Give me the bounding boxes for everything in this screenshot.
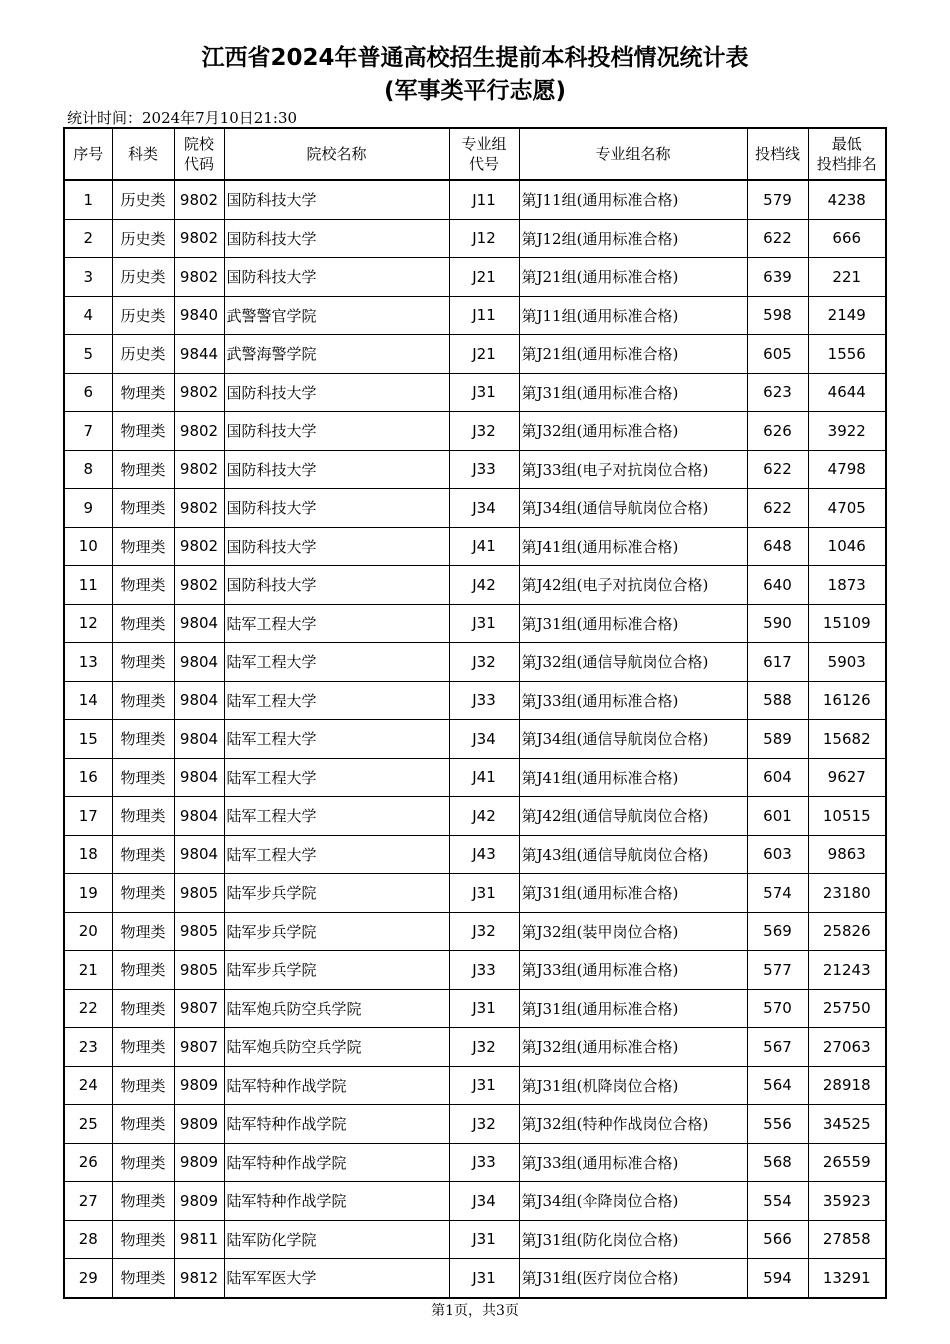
cell-school-code: 9807 xyxy=(174,1028,224,1067)
cell-group-code: J21 xyxy=(449,258,519,297)
cell-group-code: J32 xyxy=(449,1028,519,1067)
cell-school-name: 陆军工程大学 xyxy=(224,681,449,720)
cell-school-name: 陆军工程大学 xyxy=(224,604,449,643)
cell-seq: 5 xyxy=(64,335,112,374)
cell-school-name: 陆军炮兵防空兵学院 xyxy=(224,989,449,1028)
cell-group-code: J34 xyxy=(449,1182,519,1221)
table-row xyxy=(64,1220,886,1259)
cell-seq: 29 xyxy=(64,1259,112,1298)
cell-group-code: J42 xyxy=(449,797,519,836)
cell-category: 物理类 xyxy=(112,1259,174,1298)
cell-school-name: 国防科技大学 xyxy=(224,450,449,489)
cell-category: 物理类 xyxy=(112,912,174,951)
cell-seq: 15 xyxy=(64,720,112,759)
cell-rank: 5903 xyxy=(808,643,886,682)
cell-score: 604 xyxy=(747,758,808,797)
cell-group-code: J32 xyxy=(449,643,519,682)
cell-school-name: 陆军工程大学 xyxy=(224,643,449,682)
cell-score: 564 xyxy=(747,1066,808,1105)
cell-group-name: 第J32组(装甲岗位合格) xyxy=(519,912,747,951)
cell-rank: 34525 xyxy=(808,1105,886,1144)
cell-score: 569 xyxy=(747,912,808,951)
cell-rank: 26559 xyxy=(808,1143,886,1182)
cell-school-name: 陆军工程大学 xyxy=(224,835,449,874)
cell-group-name: 第J43组(通信导航岗位合格) xyxy=(519,835,747,874)
header-seq: 序号 xyxy=(64,128,112,180)
header-group-code: 专业组 代号 xyxy=(449,128,519,180)
cell-group-name: 第J32组(特种作战岗位合格) xyxy=(519,1105,747,1144)
cell-school-name: 陆军特种作战学院 xyxy=(224,1066,449,1105)
cell-group-name: 第J33组(通用标准合格) xyxy=(519,951,747,990)
cell-seq: 28 xyxy=(64,1220,112,1259)
cell-category: 历史类 xyxy=(112,296,174,335)
cell-score: 594 xyxy=(747,1259,808,1298)
cell-group-name: 第J41组(通用标准合格) xyxy=(519,527,747,566)
cell-rank: 4644 xyxy=(808,373,886,412)
cell-group-name: 第J34组(伞降岗位合格) xyxy=(519,1182,747,1221)
cell-group-code: J33 xyxy=(449,951,519,990)
cell-school-name: 国防科技大学 xyxy=(224,527,449,566)
cell-category: 物理类 xyxy=(112,1066,174,1105)
cell-group-code: J31 xyxy=(449,373,519,412)
cell-group-name: 第J42组(电子对抗岗位合格) xyxy=(519,566,747,605)
cell-group-name: 第J33组(通用标准合格) xyxy=(519,681,747,720)
cell-score: 554 xyxy=(747,1182,808,1221)
cell-seq: 18 xyxy=(64,835,112,874)
cell-school-name: 武警警官学院 xyxy=(224,296,449,335)
cell-school-name: 陆军工程大学 xyxy=(224,758,449,797)
cell-group-code: J34 xyxy=(449,720,519,759)
cell-school-name: 国防科技大学 xyxy=(224,219,449,258)
cell-school-code: 9802 xyxy=(174,258,224,297)
table-row xyxy=(64,489,886,528)
cell-group-name: 第J33组(电子对抗岗位合格) xyxy=(519,450,747,489)
cell-group-name: 第J41组(通用标准合格) xyxy=(519,758,747,797)
cell-category: 物理类 xyxy=(112,566,174,605)
header-category: 科类 xyxy=(112,128,174,180)
cell-seq: 13 xyxy=(64,643,112,682)
cell-school-code: 9802 xyxy=(174,373,224,412)
table-row xyxy=(64,335,886,374)
cell-group-code: J31 xyxy=(449,1066,519,1105)
cell-category: 历史类 xyxy=(112,219,174,258)
cell-category: 物理类 xyxy=(112,450,174,489)
cell-seq: 27 xyxy=(64,1182,112,1221)
cell-group-code: J31 xyxy=(449,604,519,643)
cell-score: 588 xyxy=(747,681,808,720)
cell-rank: 25826 xyxy=(808,912,886,951)
cell-rank: 2149 xyxy=(808,296,886,335)
stat-time: 统计时间：2024年7月10日21:30 xyxy=(67,109,298,127)
cell-category: 物理类 xyxy=(112,412,174,451)
cell-score: 598 xyxy=(747,296,808,335)
table-row xyxy=(64,758,886,797)
cell-school-name: 陆军步兵学院 xyxy=(224,874,449,913)
cell-seq: 19 xyxy=(64,874,112,913)
cell-score: 556 xyxy=(747,1105,808,1144)
cell-seq: 8 xyxy=(64,450,112,489)
cell-group-code: J11 xyxy=(449,296,519,335)
cell-category: 物理类 xyxy=(112,373,174,412)
cell-school-code: 9809 xyxy=(174,1066,224,1105)
cell-seq: 26 xyxy=(64,1143,112,1182)
cell-score: 568 xyxy=(747,1143,808,1182)
table-row xyxy=(64,180,886,219)
cell-rank: 4798 xyxy=(808,450,886,489)
cell-school-code: 9805 xyxy=(174,951,224,990)
cell-seq: 2 xyxy=(64,219,112,258)
table-row xyxy=(64,258,886,297)
cell-score: 622 xyxy=(747,489,808,528)
cell-rank: 28918 xyxy=(808,1066,886,1105)
table-row xyxy=(64,681,886,720)
cell-category: 物理类 xyxy=(112,797,174,836)
cell-rank: 21243 xyxy=(808,951,886,990)
cell-rank: 1873 xyxy=(808,566,886,605)
cell-school-name: 陆军炮兵防空兵学院 xyxy=(224,1028,449,1067)
cell-group-name: 第J32组(通信导航岗位合格) xyxy=(519,643,747,682)
cell-rank: 3922 xyxy=(808,412,886,451)
cell-school-code: 9804 xyxy=(174,643,224,682)
cell-group-name: 第J21组(通用标准合格) xyxy=(519,258,747,297)
cell-school-name: 陆军工程大学 xyxy=(224,797,449,836)
table-row xyxy=(64,835,886,874)
cell-school-code: 9809 xyxy=(174,1143,224,1182)
cell-seq: 14 xyxy=(64,681,112,720)
cell-seq: 3 xyxy=(64,258,112,297)
table-row xyxy=(64,604,886,643)
cell-school-name: 陆军特种作战学院 xyxy=(224,1143,449,1182)
cell-seq: 11 xyxy=(64,566,112,605)
cell-group-name: 第J21组(通用标准合格) xyxy=(519,335,747,374)
cell-school-code: 9805 xyxy=(174,874,224,913)
cell-rank: 23180 xyxy=(808,874,886,913)
cell-rank: 1046 xyxy=(808,527,886,566)
cell-rank: 9627 xyxy=(808,758,886,797)
cell-group-code: J11 xyxy=(449,180,519,219)
cell-school-code: 9804 xyxy=(174,720,224,759)
cell-school-code: 9804 xyxy=(174,835,224,874)
table-row xyxy=(64,1182,886,1221)
table-row xyxy=(64,373,886,412)
table-row xyxy=(64,219,886,258)
cell-group-code: J43 xyxy=(449,835,519,874)
cell-seq: 20 xyxy=(64,912,112,951)
cell-category: 物理类 xyxy=(112,1105,174,1144)
cell-seq: 6 xyxy=(64,373,112,412)
cell-category: 物理类 xyxy=(112,1028,174,1067)
cell-group-code: J32 xyxy=(449,912,519,951)
page-title: 江西省2024年普通高校招生提前本科投档情况统计表 xyxy=(201,45,749,71)
header-school-name: 院校名称 xyxy=(224,128,449,180)
table-row xyxy=(64,566,886,605)
cell-seq: 17 xyxy=(64,797,112,836)
cell-group-code: J33 xyxy=(449,681,519,720)
table-body xyxy=(64,180,886,1298)
cell-score: 617 xyxy=(747,643,808,682)
cell-seq: 25 xyxy=(64,1105,112,1144)
table-row xyxy=(64,1143,886,1182)
cell-school-code: 9804 xyxy=(174,797,224,836)
cell-seq: 9 xyxy=(64,489,112,528)
table-row xyxy=(64,989,886,1028)
cell-rank: 1556 xyxy=(808,335,886,374)
cell-school-name: 陆军防化学院 xyxy=(224,1220,449,1259)
cell-category: 物理类 xyxy=(112,489,174,528)
cell-seq: 10 xyxy=(64,527,112,566)
cell-group-code: J32 xyxy=(449,412,519,451)
cell-category: 物理类 xyxy=(112,527,174,566)
cell-school-code: 9802 xyxy=(174,489,224,528)
cell-rank: 10515 xyxy=(808,797,886,836)
cell-school-name: 陆军步兵学院 xyxy=(224,951,449,990)
cell-score: 570 xyxy=(747,989,808,1028)
cell-rank: 15682 xyxy=(808,720,886,759)
cell-group-name: 第J31组(通用标准合格) xyxy=(519,989,747,1028)
cell-rank: 666 xyxy=(808,219,886,258)
cell-school-code: 9811 xyxy=(174,1220,224,1259)
cell-school-code: 9802 xyxy=(174,180,224,219)
cell-score: 566 xyxy=(747,1220,808,1259)
cell-school-code: 9844 xyxy=(174,335,224,374)
cell-seq: 4 xyxy=(64,296,112,335)
table-row xyxy=(64,912,886,951)
cell-school-code: 9804 xyxy=(174,604,224,643)
cell-group-code: J12 xyxy=(449,219,519,258)
cell-school-name: 国防科技大学 xyxy=(224,566,449,605)
cell-score: 579 xyxy=(747,180,808,219)
cell-seq: 12 xyxy=(64,604,112,643)
cell-score: 605 xyxy=(747,335,808,374)
cell-group-name: 第J31组(通用标准合格) xyxy=(519,874,747,913)
cell-group-name: 第J34组(通信导航岗位合格) xyxy=(519,489,747,528)
cell-rank: 35923 xyxy=(808,1182,886,1221)
cell-rank: 221 xyxy=(808,258,886,297)
cell-group-name: 第J11组(通用标准合格) xyxy=(519,296,747,335)
cell-category: 物理类 xyxy=(112,1220,174,1259)
cell-group-code: J41 xyxy=(449,758,519,797)
cell-rank: 15109 xyxy=(808,604,886,643)
cell-school-code: 9802 xyxy=(174,450,224,489)
cell-school-code: 9809 xyxy=(174,1105,224,1144)
cell-school-name: 国防科技大学 xyxy=(224,412,449,451)
cell-rank: 4238 xyxy=(808,180,886,219)
table-row xyxy=(64,527,886,566)
table-row xyxy=(64,1028,886,1067)
cell-group-name: 第J31组(机降岗位合格) xyxy=(519,1066,747,1105)
header-group-name: 专业组名称 xyxy=(519,128,747,180)
cell-seq: 23 xyxy=(64,1028,112,1067)
table-header-row xyxy=(64,128,886,180)
cell-group-name: 第J33组(通用标准合格) xyxy=(519,1143,747,1182)
cell-school-name: 陆军军医大学 xyxy=(224,1259,449,1298)
cell-score: 589 xyxy=(747,720,808,759)
cell-group-code: J31 xyxy=(449,874,519,913)
cell-score: 626 xyxy=(747,412,808,451)
table-row xyxy=(64,450,886,489)
cell-category: 物理类 xyxy=(112,604,174,643)
header-school-code: 院校 代码 xyxy=(174,128,224,180)
header-score: 投档线 xyxy=(747,128,808,180)
cell-group-code: J41 xyxy=(449,527,519,566)
cell-category: 物理类 xyxy=(112,989,174,1028)
admission-table xyxy=(63,127,887,1299)
cell-category: 物理类 xyxy=(112,874,174,913)
cell-school-name: 武警海警学院 xyxy=(224,335,449,374)
table-row xyxy=(64,797,886,836)
cell-group-code: J34 xyxy=(449,489,519,528)
cell-score: 622 xyxy=(747,219,808,258)
cell-school-code: 9802 xyxy=(174,412,224,451)
page-subtitle: (军事类平行志愿) xyxy=(383,78,567,104)
cell-group-code: J21 xyxy=(449,335,519,374)
cell-seq: 7 xyxy=(64,412,112,451)
cell-school-name: 国防科技大学 xyxy=(224,258,449,297)
cell-rank: 16126 xyxy=(808,681,886,720)
cell-group-name: 第J12组(通用标准合格) xyxy=(519,219,747,258)
cell-school-code: 9809 xyxy=(174,1182,224,1221)
table-row xyxy=(64,720,886,759)
cell-group-code: J32 xyxy=(449,1105,519,1144)
cell-school-code: 9802 xyxy=(174,566,224,605)
cell-score: 639 xyxy=(747,258,808,297)
cell-group-name: 第J32组(通用标准合格) xyxy=(519,1028,747,1067)
cell-category: 物理类 xyxy=(112,835,174,874)
cell-group-name: 第J31组(通用标准合格) xyxy=(519,373,747,412)
cell-group-name: 第J31组(防化岗位合格) xyxy=(519,1220,747,1259)
cell-rank: 27858 xyxy=(808,1220,886,1259)
cell-score: 623 xyxy=(747,373,808,412)
table-row xyxy=(64,1066,886,1105)
cell-group-name: 第J42组(通信导航岗位合格) xyxy=(519,797,747,836)
cell-seq: 22 xyxy=(64,989,112,1028)
cell-school-name: 陆军特种作战学院 xyxy=(224,1105,449,1144)
page-footer: 第1页，共3页 xyxy=(431,1303,519,1319)
cell-group-code: J31 xyxy=(449,1220,519,1259)
cell-score: 603 xyxy=(747,835,808,874)
table-row xyxy=(64,951,886,990)
cell-seq: 1 xyxy=(64,180,112,219)
cell-seq: 16 xyxy=(64,758,112,797)
cell-rank: 4705 xyxy=(808,489,886,528)
table-row xyxy=(64,412,886,451)
header-rank: 最低 投档排名 xyxy=(808,128,886,180)
cell-score: 640 xyxy=(747,566,808,605)
cell-school-code: 9804 xyxy=(174,681,224,720)
cell-group-code: J33 xyxy=(449,1143,519,1182)
cell-school-code: 9812 xyxy=(174,1259,224,1298)
cell-school-code: 9804 xyxy=(174,758,224,797)
cell-score: 577 xyxy=(747,951,808,990)
cell-school-name: 国防科技大学 xyxy=(224,373,449,412)
cell-school-name: 国防科技大学 xyxy=(224,489,449,528)
cell-school-code: 9802 xyxy=(174,219,224,258)
cell-score: 622 xyxy=(747,450,808,489)
cell-school-code: 9802 xyxy=(174,527,224,566)
cell-group-name: 第J11组(通用标准合格) xyxy=(519,180,747,219)
cell-school-code: 9807 xyxy=(174,989,224,1028)
cell-seq: 24 xyxy=(64,1066,112,1105)
cell-category: 历史类 xyxy=(112,258,174,297)
cell-score: 574 xyxy=(747,874,808,913)
cell-school-name: 国防科技大学 xyxy=(224,180,449,219)
cell-group-name: 第J34组(通信导航岗位合格) xyxy=(519,720,747,759)
cell-rank: 9863 xyxy=(808,835,886,874)
table-row xyxy=(64,643,886,682)
cell-category: 物理类 xyxy=(112,643,174,682)
cell-school-name: 陆军步兵学院 xyxy=(224,912,449,951)
cell-group-name: 第J32组(通用标准合格) xyxy=(519,412,747,451)
cell-school-code: 9805 xyxy=(174,912,224,951)
cell-group-name: 第J31组(医疗岗位合格) xyxy=(519,1259,747,1298)
cell-score: 590 xyxy=(747,604,808,643)
table-row xyxy=(64,874,886,913)
cell-category: 物理类 xyxy=(112,681,174,720)
cell-category: 物理类 xyxy=(112,1143,174,1182)
cell-score: 567 xyxy=(747,1028,808,1067)
cell-category: 历史类 xyxy=(112,180,174,219)
cell-category: 历史类 xyxy=(112,335,174,374)
cell-group-code: J31 xyxy=(449,989,519,1028)
cell-category: 物理类 xyxy=(112,758,174,797)
cell-group-name: 第J31组(通用标准合格) xyxy=(519,604,747,643)
cell-score: 648 xyxy=(747,527,808,566)
cell-school-code: 9840 xyxy=(174,296,224,335)
cell-rank: 13291 xyxy=(808,1259,886,1298)
cell-group-code: J33 xyxy=(449,450,519,489)
cell-group-code: J31 xyxy=(449,1259,519,1298)
cell-rank: 27063 xyxy=(808,1028,886,1067)
cell-seq: 21 xyxy=(64,951,112,990)
cell-rank: 25750 xyxy=(808,989,886,1028)
table-row xyxy=(64,1259,886,1298)
cell-category: 物理类 xyxy=(112,1182,174,1221)
cell-school-name: 陆军特种作战学院 xyxy=(224,1182,449,1221)
cell-school-name: 陆军工程大学 xyxy=(224,720,449,759)
table-row xyxy=(64,1105,886,1144)
cell-group-code: J42 xyxy=(449,566,519,605)
cell-category: 物理类 xyxy=(112,951,174,990)
cell-score: 601 xyxy=(747,797,808,836)
cell-category: 物理类 xyxy=(112,720,174,759)
table-row xyxy=(64,296,886,335)
